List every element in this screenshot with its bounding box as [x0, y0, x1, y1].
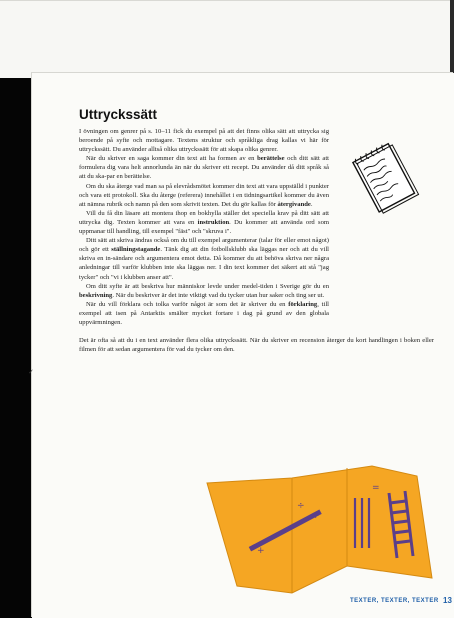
paragraph-p2: [79, 154, 329, 181]
spiral-notepad-icon: [347, 135, 425, 225]
paragraph-p8: [79, 336, 434, 354]
svg-text:=: =: [372, 483, 380, 493]
scan-crease: [0, 0, 450, 1]
paragraph-p7: [79, 300, 329, 327]
text-segment: När du vill förklara och tolka varför något är som det är skriver du en: [86, 300, 289, 308]
text-segment: . Du kommer att använda ord som uppmanar till handling, till exempel "fäst" och "skruva i".: [79, 218, 329, 236]
bold-term: beskrivning: [79, 291, 113, 299]
bold-term: berättelse: [257, 155, 285, 163]
text-segment: Om ditt syfte är att beskriva hur människor levde under medel-tiden i Sverige gör du en: [86, 282, 329, 290]
footer-label: TEXTER, TEXTER, TEXTER: [350, 598, 439, 604]
book-page: [32, 73, 454, 618]
svg-text:+: +: [257, 546, 265, 556]
bold-term: ställningstagande: [111, 246, 161, 254]
scan-background-top: [0, 0, 450, 78]
paragraph-p6: [79, 282, 329, 300]
svg-text:÷: ÷: [297, 501, 305, 511]
body-text: [79, 127, 434, 354]
page-number: 13: [443, 596, 452, 605]
text-segment: Om du ska återge vad man sa på elevrådsmötet kommer din text att vara uppställd i punkter och vara ett protokoll. Ska du återge (referera) innehållet i en tidningsartikel kommer du även att nämna rubrik och namn på den som skrivit texten. Det du gör kallas för: [79, 182, 329, 208]
paragraph-p4: [79, 209, 329, 236]
text-segment: , till exempel att isen på Antarktis smälter mycket fortare i dag på grund av den globala uppvärmningen.: [79, 300, 329, 326]
text-segment: .: [310, 200, 313, 208]
text-segment: . När du beskriver är det inte viktigt vad du tycker utan hur saker och ting ser ut.: [112, 291, 325, 299]
bold-term: instruktion: [197, 218, 230, 226]
page-title: Uttryckssätt: [79, 107, 158, 122]
text-segment: och ditt sätt att formulera dig vara helt annorlunda än när du skriver ett recept. Du använder då ditt språk så att du ska-par en berättelse.: [79, 155, 329, 181]
scan-background-left: [0, 78, 32, 618]
paragraph-p1: [79, 127, 329, 154]
paragraph-p3: [79, 182, 329, 209]
svg-text:+: +: [312, 511, 320, 521]
margin-mark: ✓: [28, 368, 34, 376]
text-segment: Det är ofta så att du i en text använder flera olika uttryckssätt. När du skriver en recension återger du kort handlingen i boken eller filmen för att sedan argumentera för vad du tycker om den.: [79, 337, 434, 354]
paragraph-p5: [79, 236, 329, 281]
folded-paper-shape: [207, 466, 432, 593]
text-segment: När du skriver en saga kommer din text att ha formen av en: [86, 155, 258, 163]
text-segment: I övningen om genrer på s. 10–11 fick du exempel på att det finns olika sätt att uttrycka sig beroende på syfte och mottagare. Textens struktur och språkliga drag kallas vi här för uttryckssätt. Du använder alltså olika uttryckssätt för att skapa olika genrer.: [79, 128, 329, 154]
folded-paper-illustration: [197, 458, 437, 598]
text-segment: . Tänk dig att din fotbollsklubb ska läggas ner och att du vill skriva en in-sändare och argumentera emot detta. Då kommer du att behöva skriva ner några anledningar till varför klubben inte ska läggas ner. I din text kommer det säkert att stå "jag tycker" och "vi i klubben anser att".: [79, 246, 329, 281]
bold-term: förklaring: [288, 300, 318, 308]
text-segment: Vill du få din läsare att montera ihop en bokhylla ställer det speciella krav på ditt sätt att uttrycka dig. Texten kommer att vara en: [79, 209, 329, 226]
text-segment: Ditt sätt att skriva ändras också om du till exempel argumenterar (talar för eller emot något) och gör ett: [79, 237, 329, 254]
bold-term: återgivande: [277, 200, 311, 208]
